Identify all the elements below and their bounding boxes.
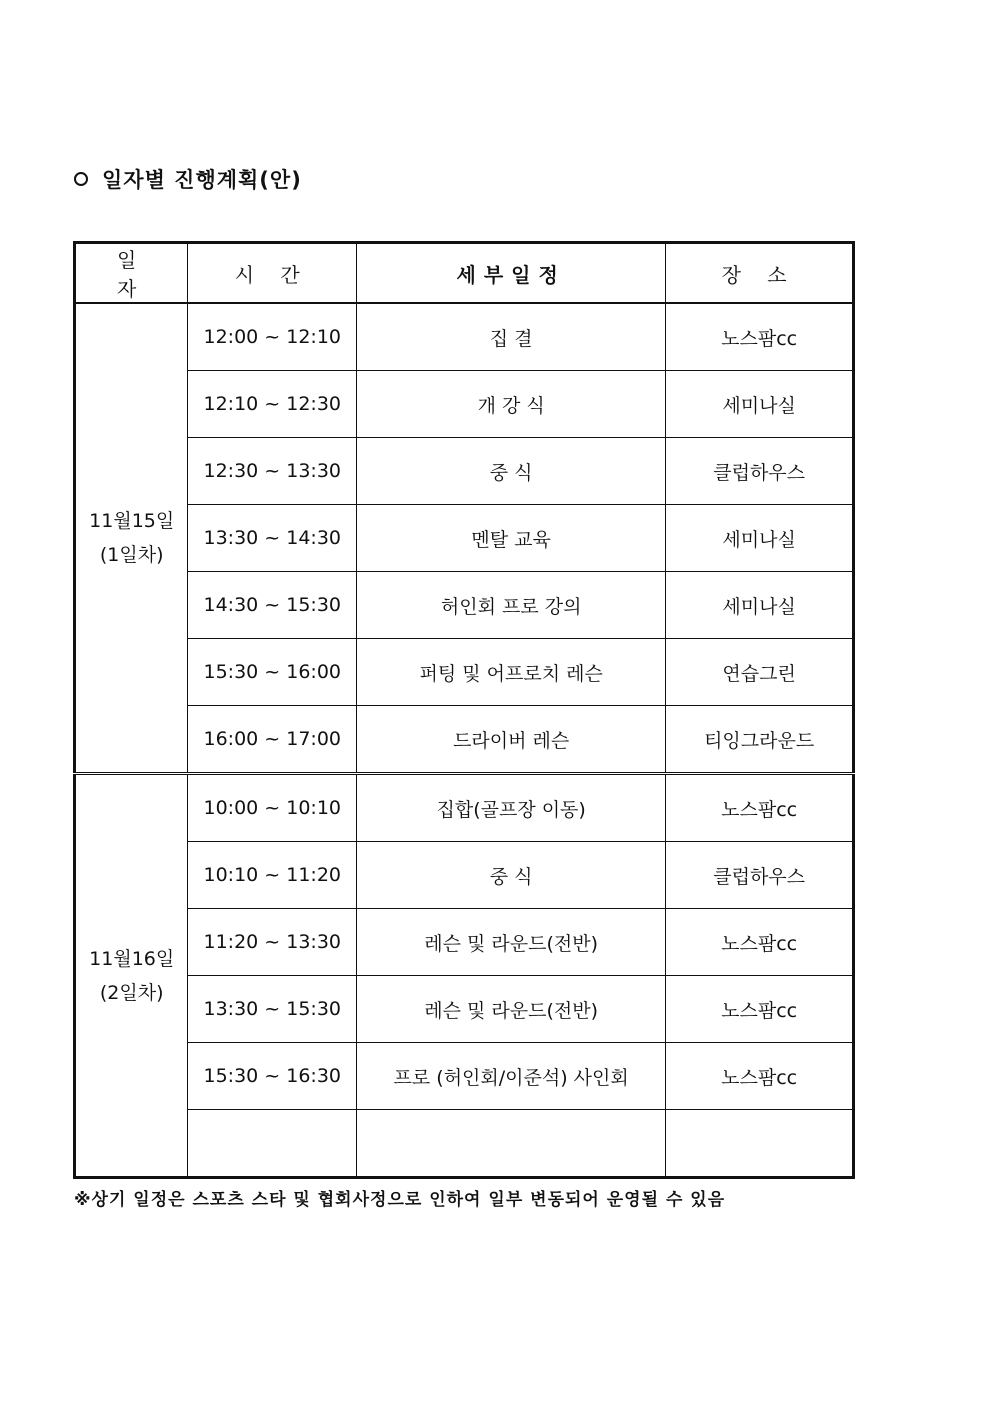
detail-cell	[357, 1110, 666, 1178]
day-cell	[75, 303, 188, 774]
place-cell: 노스팜cc	[666, 909, 854, 976]
time-cell: 15:30 ~ 16:30	[188, 1043, 357, 1110]
schedule-table	[73, 241, 855, 1179]
detail-cell: 프로 (허인회/이준석) 사인회	[357, 1043, 666, 1110]
header-time: 시 간	[188, 243, 357, 304]
time-cell: 15:30 ~ 16:00	[188, 639, 357, 706]
table-row-empty	[75, 1110, 854, 1178]
place-cell: 노스팜cc	[666, 774, 854, 842]
table-row	[75, 639, 854, 706]
detail-cell: 레슨 및 라운드(전반)	[357, 909, 666, 976]
table-row	[75, 505, 854, 572]
day-date: 11월16일	[89, 947, 175, 970]
time-cell: 16:00 ~ 17:00	[188, 706, 357, 774]
day-date: 11월15일	[89, 510, 175, 532]
section-heading-text: 일자별 진행계획(안)	[102, 168, 302, 192]
detail-cell: 집합(골프장 이동)	[357, 774, 666, 842]
day-cell	[75, 774, 188, 1178]
footnote: ※상기 일정은 스포츠 스타 및 협회사정으로 인하여 일부 변동되어 운영될 수 있음	[74, 1190, 726, 1210]
table-row	[75, 909, 854, 976]
time-cell: 12:30 ~ 13:30	[188, 438, 357, 505]
table-row	[75, 842, 854, 909]
time-cell	[188, 1110, 357, 1178]
place-cell: 티잉그라운드	[666, 706, 854, 774]
detail-cell: 중 식	[357, 438, 666, 505]
table-row	[75, 1043, 854, 1110]
place-cell: 연습그린	[666, 639, 854, 706]
table-row	[75, 572, 854, 639]
time-cell: 10:00 ~ 10:10	[188, 774, 357, 842]
time-cell: 13:30 ~ 15:30	[188, 976, 357, 1043]
day-label: (2일차)	[99, 981, 164, 1004]
detail-cell: 멘탈 교육	[357, 505, 666, 572]
table-header-row	[75, 243, 854, 304]
table-row	[75, 371, 854, 438]
header-place: 장 소	[666, 243, 854, 304]
detail-cell: 퍼팅 및 어프로치 레슨	[357, 639, 666, 706]
place-cell: 노스팜cc	[666, 1043, 854, 1110]
table-row	[75, 706, 854, 774]
time-cell: 11:20 ~ 13:30	[188, 909, 357, 976]
table-row	[75, 774, 854, 842]
place-cell: 노스팜cc	[666, 976, 854, 1043]
time-cell: 12:00 ~ 12:10	[188, 303, 357, 371]
place-cell: 세미나실	[666, 505, 854, 572]
place-cell: 세미나실	[666, 371, 854, 438]
time-cell: 12:10 ~ 12:30	[188, 371, 357, 438]
detail-cell: 개 강 식	[357, 371, 666, 438]
time-cell: 14:30 ~ 15:30	[188, 572, 357, 639]
place-cell	[666, 1110, 854, 1178]
circle-bullet-icon	[74, 172, 88, 186]
header-date: 일 자	[75, 243, 188, 304]
place-cell: 클럽하우스	[666, 438, 854, 505]
table-row	[75, 438, 854, 505]
place-cell: 클럽하우스	[666, 842, 854, 909]
table-row	[75, 303, 854, 371]
place-cell: 노스팜cc	[666, 303, 854, 371]
header-detail: 세부일정	[357, 243, 666, 304]
detail-cell: 집 결	[357, 303, 666, 371]
section-heading	[74, 164, 302, 194]
detail-cell: 레슨 및 라운드(전반)	[357, 976, 666, 1043]
detail-cell: 중 식	[357, 842, 666, 909]
day-label: (1일차)	[99, 544, 164, 566]
table-row	[75, 976, 854, 1043]
time-cell: 10:10 ~ 11:20	[188, 842, 357, 909]
place-cell: 세미나실	[666, 572, 854, 639]
detail-cell: 허인회 프로 강의	[357, 572, 666, 639]
detail-cell: 드라이버 레슨	[357, 706, 666, 774]
time-cell: 13:30 ~ 14:30	[188, 505, 357, 572]
